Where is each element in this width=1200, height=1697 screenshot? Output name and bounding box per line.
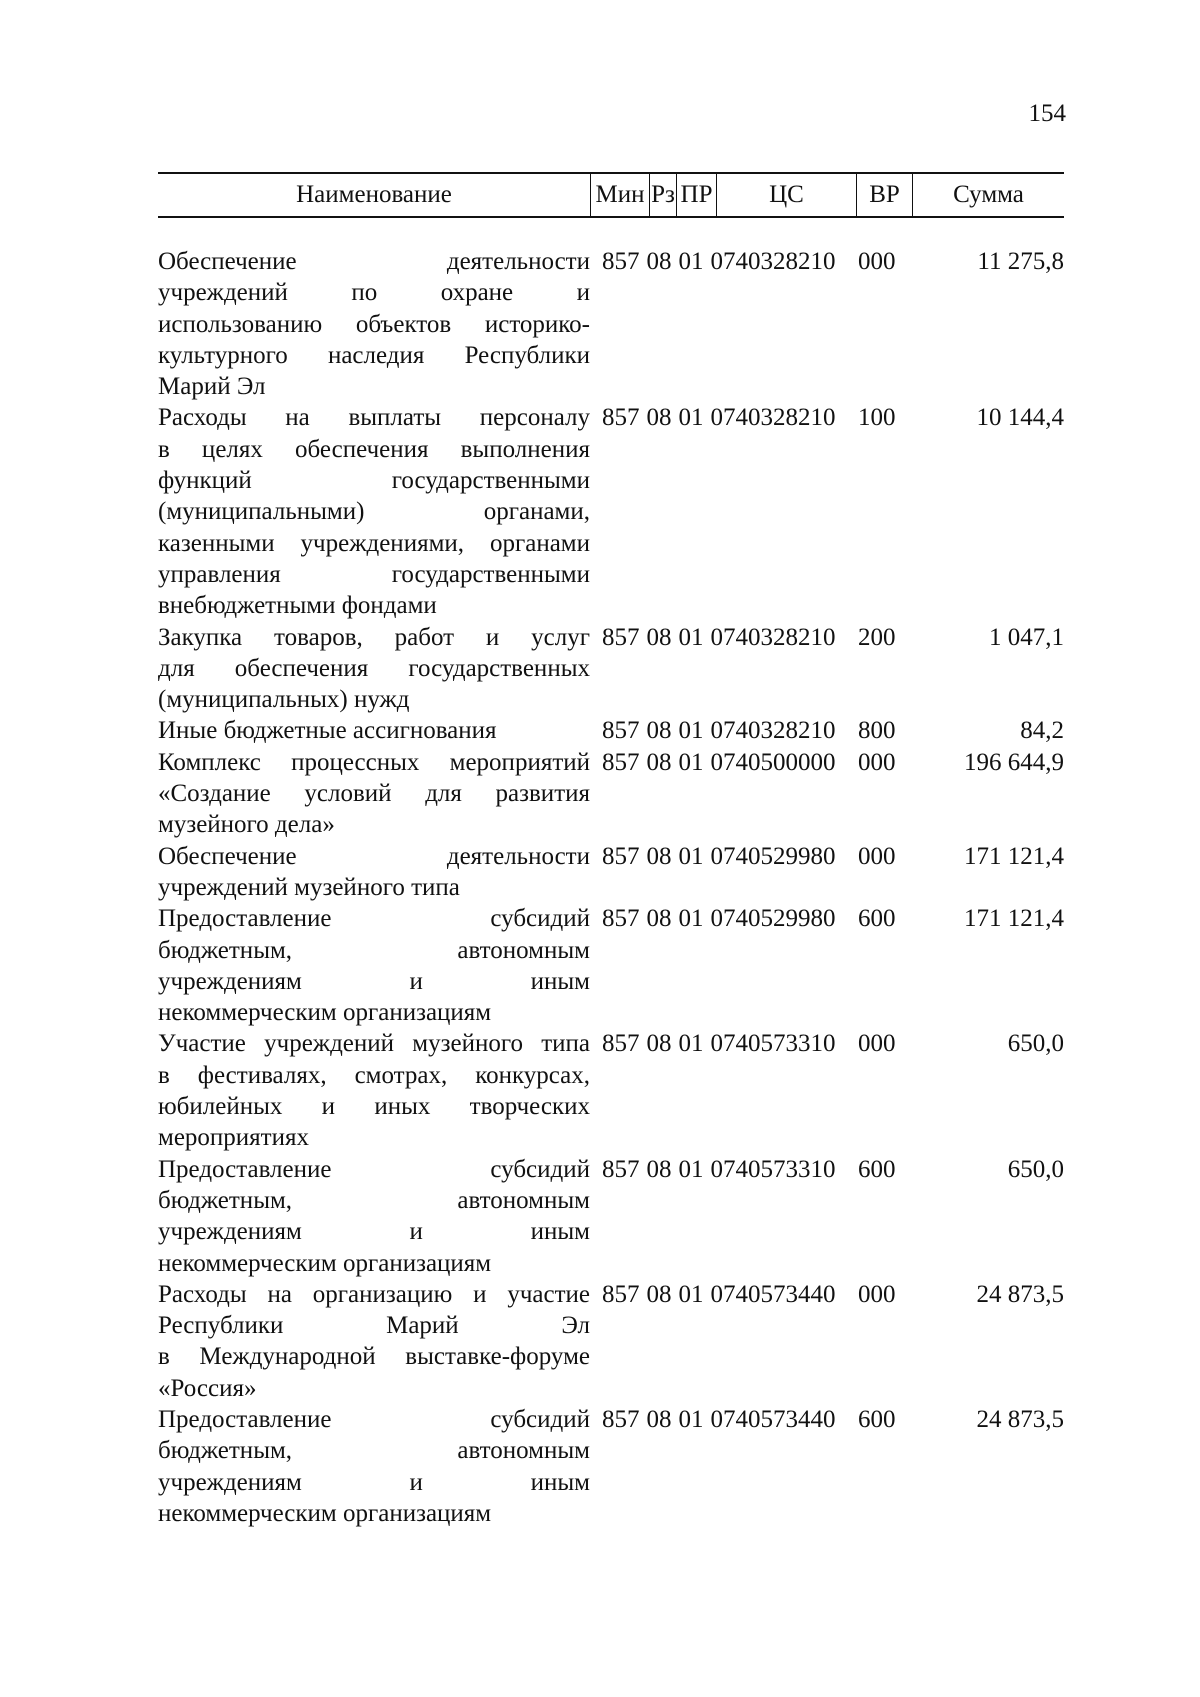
- row-min: 857: [602, 842, 640, 870]
- row-name-line: юбилейных и иных творческих: [158, 1093, 590, 1121]
- row-name-line: для обеспечения государственных: [158, 654, 590, 682]
- row-pr: 01: [678, 905, 704, 933]
- row-name-line: Участие учреждений музейного типа: [158, 1030, 590, 1058]
- row-pr: 01: [678, 404, 704, 432]
- row-cs: 0740573310: [710, 1155, 836, 1183]
- row-rz: 08: [646, 623, 672, 651]
- row-vr: 600: [858, 905, 896, 933]
- row-cs: 0740573310: [710, 1030, 836, 1058]
- table-header: [158, 172, 1064, 218]
- row-name-line: Закупка товаров, работ и услуг: [158, 623, 590, 651]
- row-rz: 08: [646, 717, 672, 745]
- header-name: Наименование: [296, 181, 452, 208]
- row-rz: 08: [646, 1405, 672, 1433]
- row-name-line: учреждениям и иным: [158, 967, 590, 995]
- row-name-line: учреждениям и иным: [158, 1218, 590, 1246]
- row-pr: 01: [678, 1155, 704, 1183]
- row-name-line: учреждений по охране и: [158, 279, 590, 307]
- row-name: [158, 1404, 590, 1529]
- table-row: [158, 1028, 1064, 1153]
- row-name-line: в целях обеспечения выполнения: [158, 435, 590, 463]
- row-name-line: Предоставление субсидий: [158, 905, 590, 933]
- row-name: [158, 402, 590, 621]
- row-pr: 01: [678, 1030, 704, 1058]
- row-min: 857: [602, 1030, 640, 1058]
- row-name-line: музейного дела»: [158, 811, 335, 839]
- row-rz: 08: [646, 1030, 672, 1058]
- table-row: [158, 1279, 1064, 1404]
- row-min: 857: [602, 248, 640, 275]
- row-name-line: (муниципальными) органами,: [158, 498, 590, 526]
- header-rz: Рз: [649, 174, 676, 216]
- row-codes: [590, 1028, 858, 1153]
- row-rz: 08: [646, 1280, 672, 1308]
- row-rz: 08: [646, 248, 672, 275]
- row-min: 857: [602, 404, 640, 432]
- row-pr: 01: [678, 623, 704, 651]
- table-row: [158, 1404, 1064, 1529]
- row-name: [158, 1154, 590, 1279]
- row-vr: 600: [858, 1155, 896, 1183]
- row-sum: 11 275,8: [977, 248, 1064, 275]
- row-min: 857: [602, 1405, 640, 1433]
- row-codes: [590, 903, 858, 1028]
- row-name: [158, 841, 590, 904]
- row-pr: 01: [678, 717, 704, 745]
- row-rz: 08: [646, 1155, 672, 1183]
- row-sum: 650,0: [1007, 1155, 1064, 1183]
- row-codes: [590, 1279, 858, 1404]
- table-row: [158, 246, 1064, 402]
- row-pr: 01: [678, 1405, 704, 1433]
- row-sum: 24 873,5: [976, 1405, 1064, 1433]
- row-min: 857: [602, 748, 640, 776]
- row-name-line: некоммерческим организациям: [158, 999, 492, 1027]
- row-codes: [590, 1404, 858, 1529]
- row-codes: [590, 1154, 858, 1279]
- row-cs: 0740573440: [710, 1405, 836, 1433]
- row-name: [158, 715, 590, 746]
- row-min: 857: [602, 1280, 640, 1308]
- table-row: [158, 1154, 1064, 1279]
- row-name-line: Расходы на выплаты персоналу: [158, 404, 590, 432]
- row-min: 857: [602, 905, 640, 933]
- row-rz: 08: [646, 842, 672, 870]
- row-name-line: Комплекс процессных мероприятий: [158, 748, 590, 776]
- row-min: 857: [602, 717, 640, 745]
- row-name: [158, 246, 590, 402]
- table-row: [158, 903, 1064, 1028]
- row-vr: 000: [858, 1280, 896, 1308]
- row-name-line: Предоставление субсидий: [158, 1155, 590, 1183]
- header-sum: Сумма: [912, 174, 1064, 216]
- row-name-line: Республики Марий Эл: [158, 1312, 590, 1340]
- table-row: [158, 622, 1064, 716]
- row-sum: 1 047,1: [989, 623, 1064, 651]
- row-name-line: в Международной выставке-форуме: [158, 1343, 590, 1371]
- row-pr: 01: [678, 748, 704, 776]
- row-name-line: бюджетным, автономным: [158, 936, 590, 964]
- row-pr: 01: [678, 1280, 704, 1308]
- row-name-line: Предоставление субсидий: [158, 1405, 590, 1433]
- row-name-line: бюджетным, автономным: [158, 1186, 590, 1214]
- row-vr: 000: [858, 748, 896, 776]
- row-vr: 000: [858, 842, 896, 870]
- row-name-line: мероприятиях: [158, 1124, 309, 1152]
- row-cs: 0740529980: [710, 842, 836, 870]
- header-cs: ЦС: [716, 174, 856, 216]
- row-codes: [590, 841, 858, 904]
- row-cs: 0740328210: [710, 404, 836, 432]
- table-row: [158, 715, 1064, 746]
- row-sum: 196 644,9: [964, 748, 1064, 776]
- row-name-line: «Россия»: [158, 1374, 257, 1402]
- row-name: [158, 1279, 590, 1404]
- row-cs: 0740573440: [710, 1280, 836, 1308]
- row-name-line: учреждениям и иным: [158, 1468, 590, 1496]
- row-sum: 84,2: [1020, 717, 1064, 745]
- row-name-line: Расходы на организацию и участие: [158, 1280, 590, 1308]
- row-vr: 600: [858, 1405, 896, 1433]
- header-min: Мин: [590, 174, 649, 216]
- row-codes: [590, 246, 858, 402]
- row-name-line: управления государственными: [158, 560, 590, 588]
- row-pr: 01: [678, 248, 704, 275]
- row-min: 857: [602, 1155, 640, 1183]
- row-name-line: внебюджетными фондами: [158, 592, 437, 620]
- row-name-line: функций государственными: [158, 467, 590, 495]
- row-rz: 08: [646, 905, 672, 933]
- row-vr: 000: [858, 1030, 896, 1058]
- row-codes: [590, 715, 858, 746]
- row-rz: 08: [646, 748, 672, 776]
- row-codes: [590, 402, 858, 621]
- row-sum: 24 873,5: [976, 1280, 1064, 1308]
- row-codes: [590, 622, 858, 716]
- header-vr: ВР: [856, 174, 912, 216]
- row-name-line: учреждений музейного типа: [158, 873, 460, 901]
- row-name-line: бюджетным, автономным: [158, 1437, 590, 1465]
- row-name-line: «Создание условий для развития: [158, 780, 590, 808]
- row-cs: 0740328210: [710, 248, 836, 275]
- row-sum: 171 121,4: [964, 842, 1064, 870]
- row-name-line: в фестивалях, смотрах, конкурсах,: [158, 1061, 590, 1089]
- row-sum: 650,0: [1007, 1030, 1064, 1058]
- row-name-line: культурного наследия Республики: [158, 341, 590, 369]
- row-cs: 0740328210: [710, 717, 836, 745]
- row-cs: 0740500000: [710, 748, 836, 776]
- row-codes: [590, 747, 858, 841]
- row-cs: 0740328210: [710, 623, 836, 651]
- row-name-line: Марий Эл: [158, 373, 266, 401]
- row-name-line: Иные бюджетные ассигнования: [158, 717, 497, 745]
- row-vr: 800: [858, 717, 896, 745]
- row-name-line: некоммерческим организациям: [158, 1249, 492, 1277]
- row-name-line: Обеспечение деятельности: [158, 842, 590, 870]
- row-cs: 0740529980: [710, 905, 836, 933]
- row-sum: 10 144,4: [976, 404, 1064, 432]
- row-name: [158, 903, 590, 1028]
- table-row: [158, 747, 1064, 841]
- page-number: 154: [1028, 100, 1066, 127]
- row-min: 857: [602, 623, 640, 651]
- row-rz: 08: [646, 404, 672, 432]
- row-name-line: некоммерческим организациям: [158, 1499, 492, 1527]
- row-name-line: казенными учреждениями, органами: [158, 529, 590, 557]
- row-vr: 100: [858, 404, 896, 432]
- row-vr: 200: [858, 623, 896, 651]
- header-pr: ПР: [676, 174, 716, 216]
- row-sum: 171 121,4: [964, 905, 1064, 933]
- table-row: [158, 841, 1064, 904]
- row-name: [158, 747, 590, 841]
- row-vr: 000: [858, 248, 896, 275]
- table-row: [158, 402, 1064, 621]
- row-name-line: использованию объектов историко-: [158, 310, 590, 338]
- row-pr: 01: [678, 842, 704, 870]
- row-name: [158, 622, 590, 716]
- row-name-line: Обеспечение деятельности: [158, 248, 590, 275]
- row-name: [158, 1028, 590, 1153]
- table-body: [158, 246, 1064, 1529]
- row-name-line: (муниципальных) нужд: [158, 686, 410, 714]
